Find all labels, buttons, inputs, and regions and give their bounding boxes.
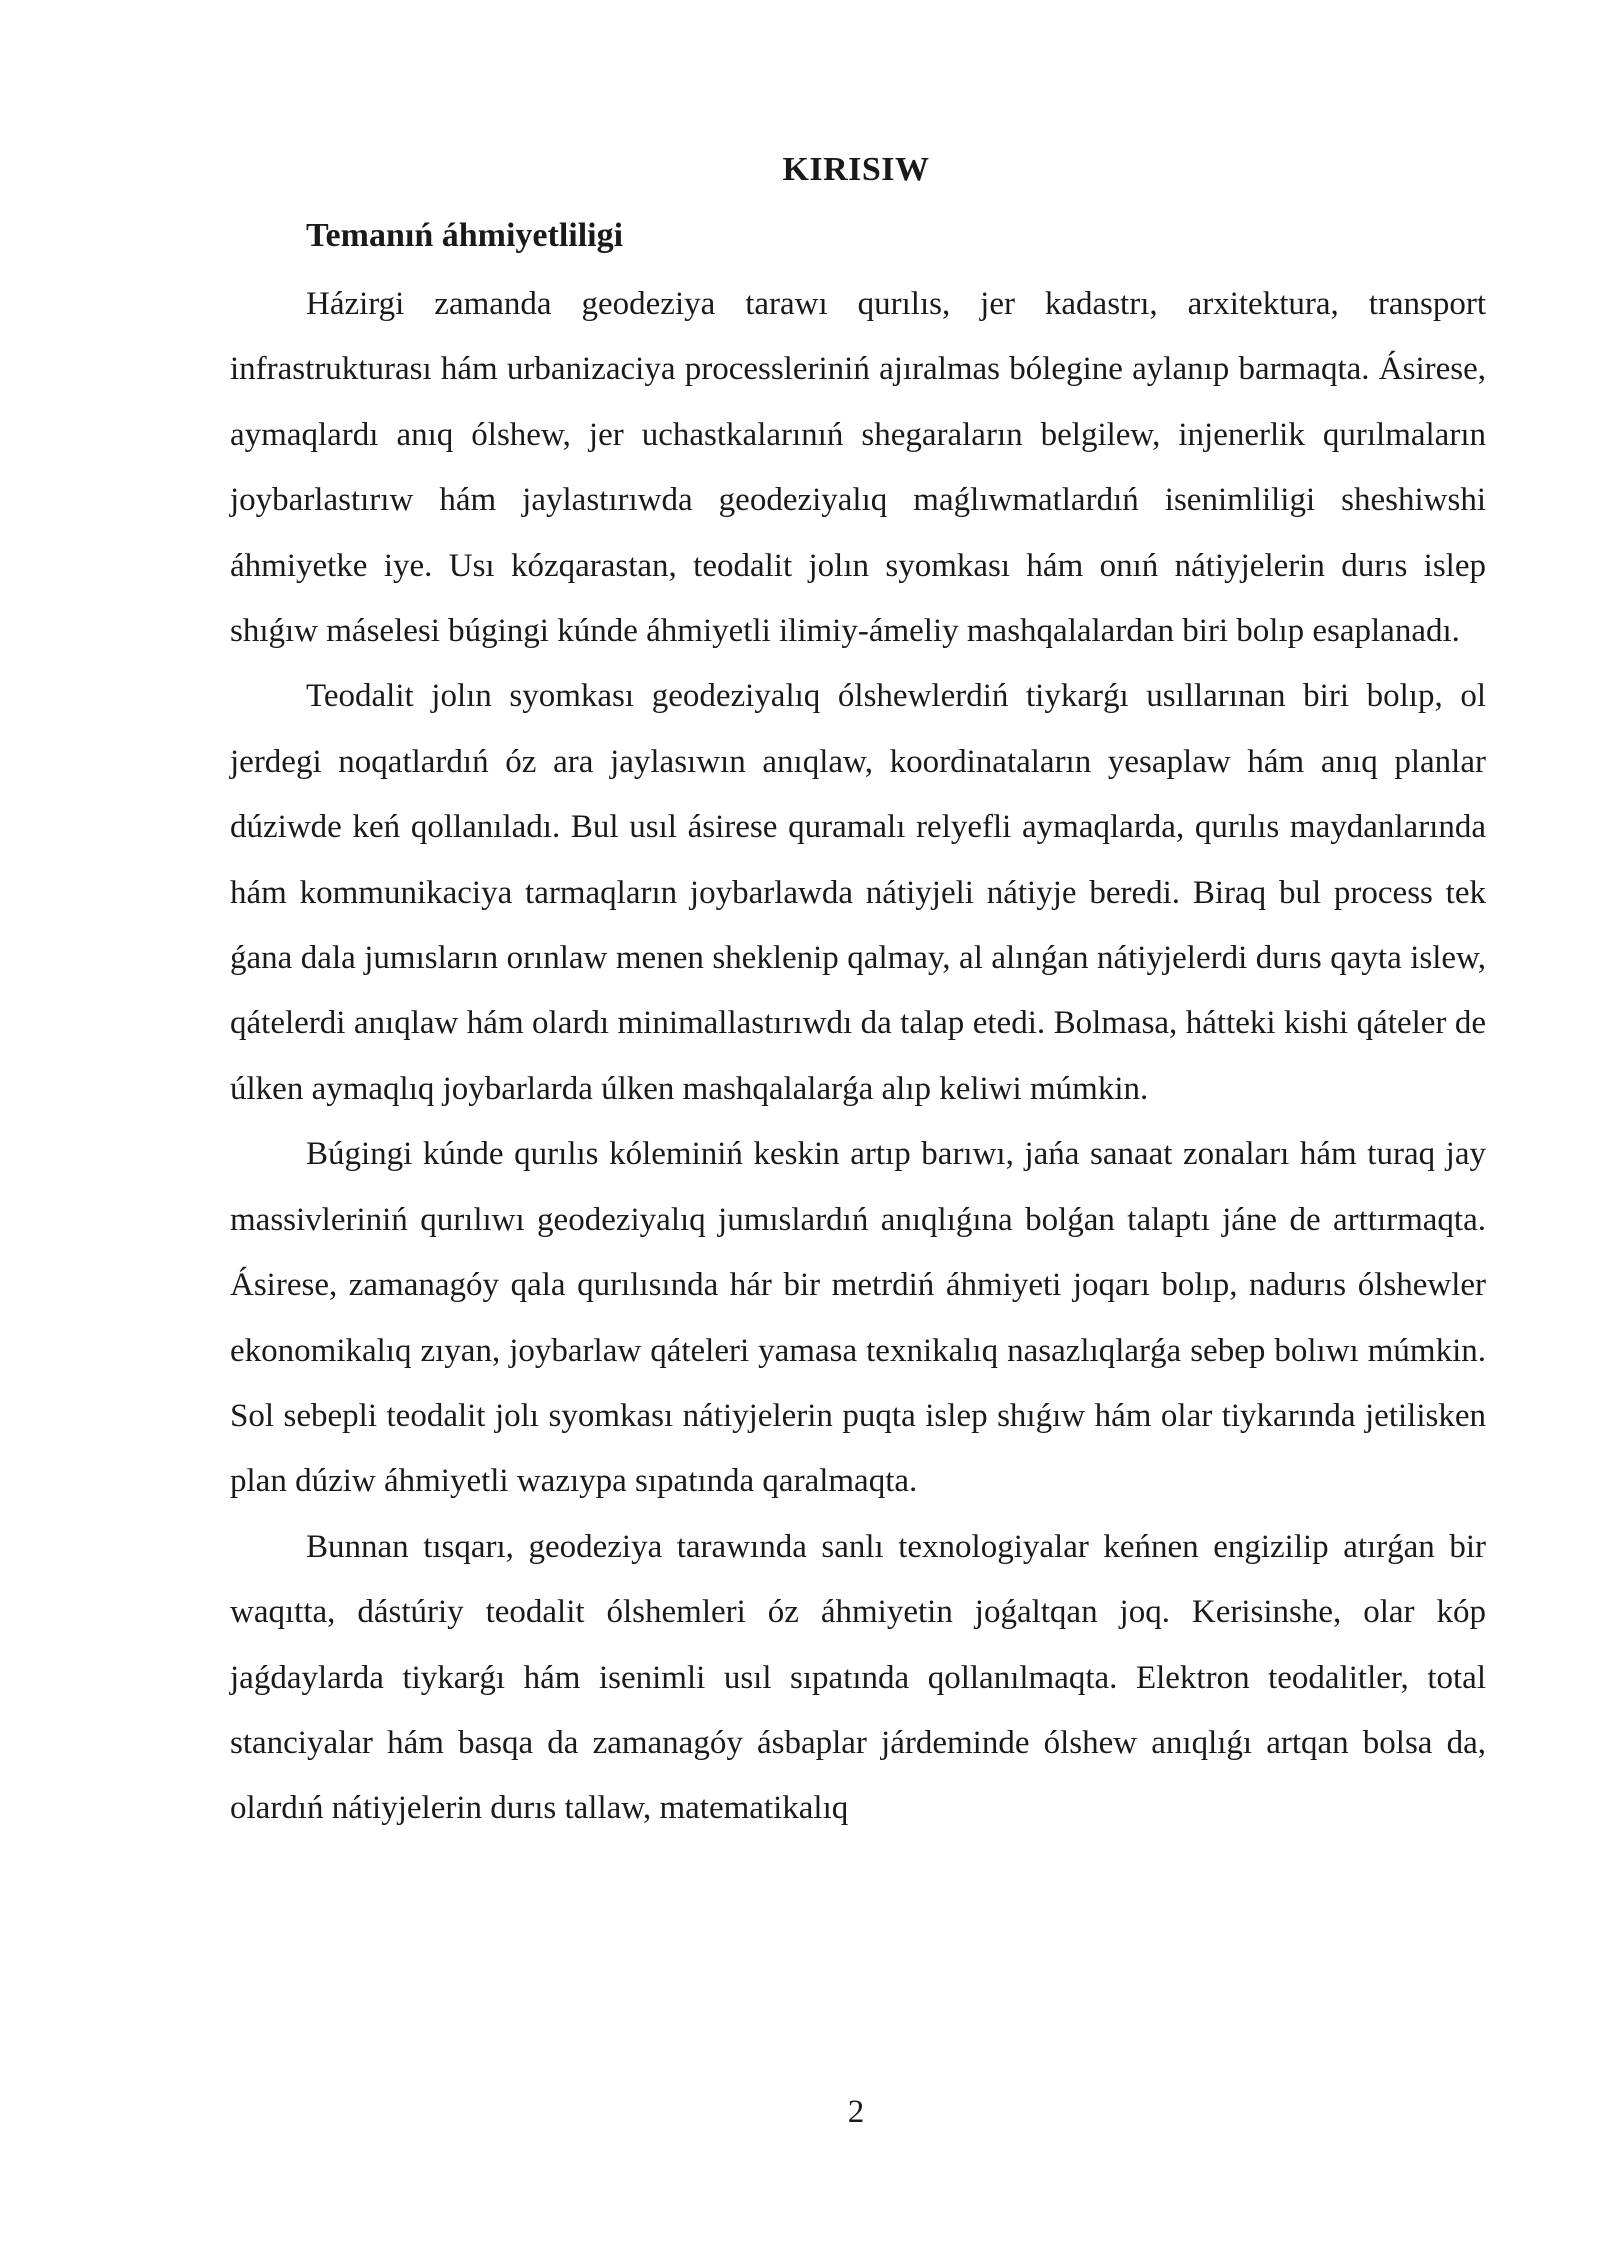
page-number: 2: [847, 2094, 865, 2130]
paragraph-1: Házirgi zamanda geodeziya tarawı qurılıs, jer kadastrı, arxitektura, transport infrastrukturası hám urbanizaciya processleriniń ajıralmas bólegine aylanıp barmaqta. Ásirese, aymaqlardı anıq ólshew, jer uchastkalarınıń shegaraların belgilew, injenerlik qurılmaların joybarlastırıw hám jaylastırıwda geodeziyalıq maǵlıwmatlardıń isenimliligi sheshiwshi áhmiyetke iye. Usı kózqarastan, teodalit jolın syomkası hám onıń nátiyjelerin durıs islep shıǵıw máselesi búgingi kúnde áhmiyetli ilimiy-ámeliy mashqalalardan biri bolıp esaplanadı.: [230, 286, 1486, 650]
page-title: KIRISIW: [782, 151, 930, 188]
body-text: [230, 272, 1486, 1842]
paragraph-2: Teodalit jolın syomkası geodeziyalıq ólshewlerdiń tiykarǵı usıllarınan biri bolıp, ol jerdegi noqatlardıń óz ara jaylasıwın anıqlaw, koordinataların yesaplaw hám anıq planlar dúziwde keń qollanıladı. Bul usıl ásirese quramalı relyefli aymaqlarda, qurılıs maydanlarında hám kommunikaciya tarmaqların joybarlawda nátiyjeli nátiyje beredi. Biraq bul process tek ǵana dala jumısların orınlaw menen sheklenip qalmay, al alınǵan nátiyjelerdi durıs qayta islew, qátelerdi anıqlaw hám olardı minimallastırıwdı da talap etedi. Bolmasa, hátteki kishi qáteler de úlken aymaqlıq joybarlarda úlken mashqalalarǵa alıp keliwi múmkin.: [230, 678, 1486, 1107]
paragraph-4: Bunnan tısqarı, geodeziya tarawında sanlı texnologiyalar keńnen engizilip atırǵan bir waqıtta, dástúriy teodalit ólshemleri óz áhmiyetin joǵaltqan joq. Kerisinshe, olar kóp jaǵdaylarda tiykarǵı hám isenimli usıl sıpatında qollanılmaqta. Elektron teodalitler, total stanciyalar hám basqa da zamanagóy ásbaplar járdeminde ólshew anıqlıǵı artqan bolsa da, olardıń nátiyjelerin durıs tallaw, matematikalıq: [230, 1528, 1486, 1827]
section-heading: Temanıń áhmiyetliligi: [306, 217, 624, 254]
paragraph-3: Búgingi kúnde qurılıs kóleminiń keskin artıp barıwı, jańa sanaat zonaları hám turaq jay massivleriniń qurılıwı geodeziyalıq jumıslardıń anıqlıǵına bolǵan talaptı jáne de arttırmaqta. Ásirese, zamanagóy qala qurılısında hár bir metrdiń áhmiyeti joqarı bolıp, nadurıs ólshewler ekonomikalıq zıyan, joybarlaw qáteleri yamasa texnikalıq nasazlıqlarǵa sebep bolıwı múmkin. Sol sebepli teodalit jolı syomkası nátiyjelerin puqta islep shıǵıw hám olar tiykarında jetilisken plan dúziw áhmiyetli wazıypa sıpatında qaralmaqta.: [230, 1136, 1486, 1500]
